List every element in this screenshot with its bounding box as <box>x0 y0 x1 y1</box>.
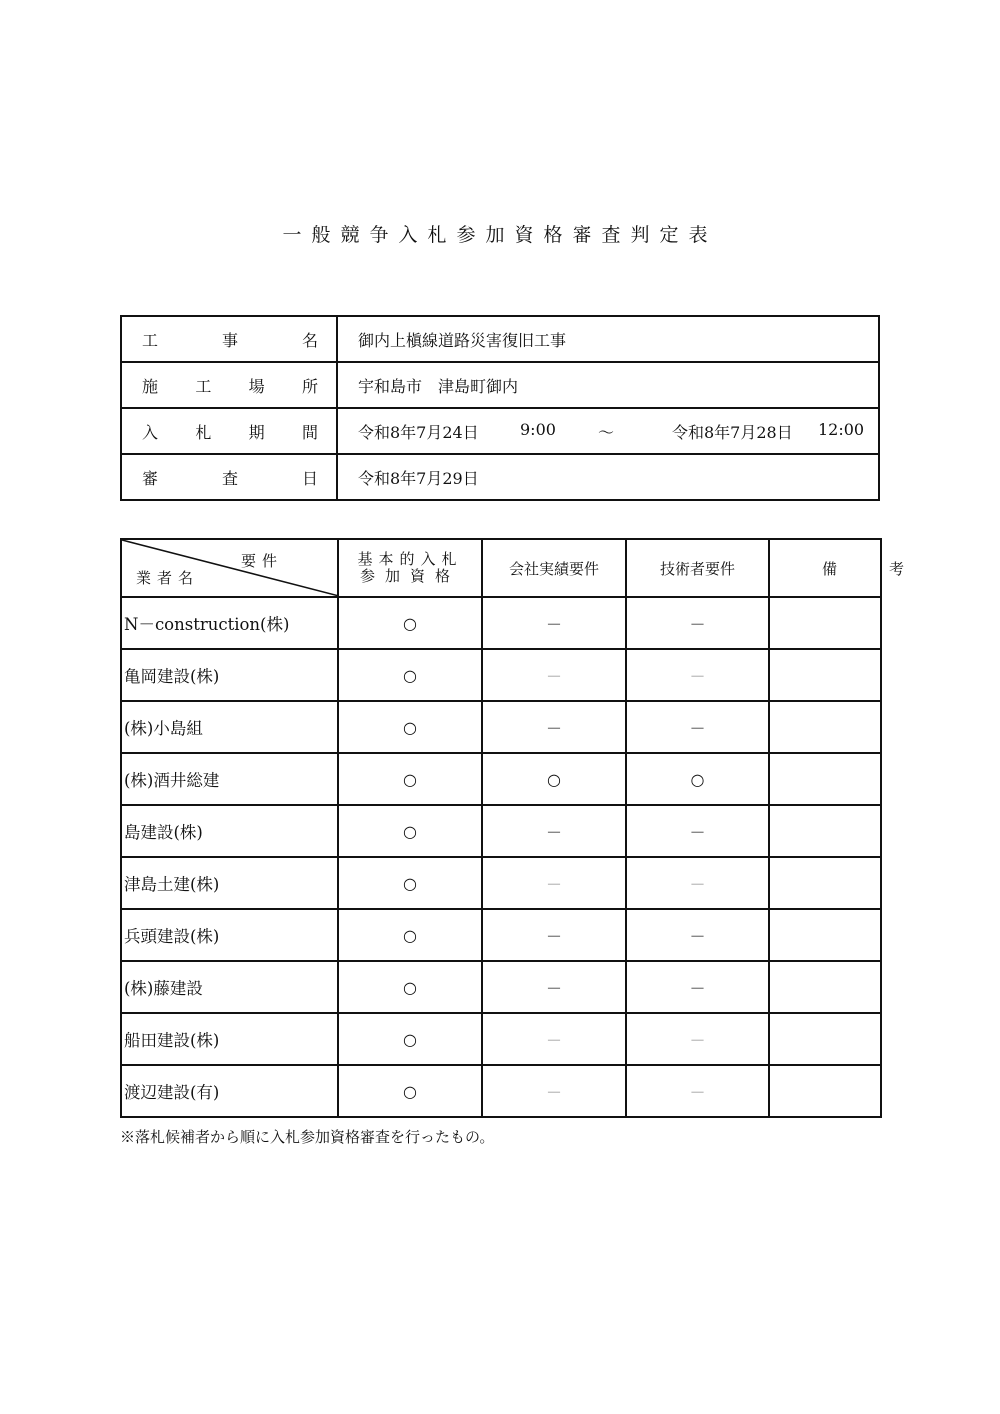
company-record-cell: － <box>482 961 626 1013</box>
company-name-cell: (株)小島組 <box>121 701 338 753</box>
review-label <box>121 454 337 500</box>
period-start-time: 9:00 <box>520 419 556 439</box>
label-char: 考 <box>889 559 905 578</box>
company-record-cell: ○ <box>482 753 626 805</box>
table-row <box>121 909 881 961</box>
basic-qualification-cell: ○ <box>338 649 482 701</box>
label-char: 期 <box>248 422 265 442</box>
period-separator: ～ <box>598 422 615 442</box>
basic-qualification-cell: ○ <box>338 1065 482 1117</box>
label-char: 工 <box>195 376 212 396</box>
header-remarks-text <box>770 558 905 579</box>
engineer-requirement-cell: － <box>626 909 769 961</box>
header-remarks <box>769 539 905 597</box>
label-char: 審 <box>142 468 159 488</box>
remarks-cell <box>769 597 881 649</box>
results-header-row <box>121 539 881 597</box>
review-label-text <box>142 466 318 489</box>
remarks-cell <box>769 909 881 961</box>
period-start-date: 令和8年7月24日 <box>358 422 479 442</box>
label-char: 間 <box>301 422 318 442</box>
label-char: 日 <box>301 468 318 488</box>
company-name-cell: 渡辺建設(有) <box>121 1065 338 1117</box>
review-date: 令和8年7月29日 <box>337 454 879 500</box>
page-title: 一般競争入札参加資格審査判定表 <box>282 224 718 246</box>
engineer-requirement-cell: － <box>626 649 769 701</box>
period-value <box>337 408 879 454</box>
label-char: 備 <box>822 559 838 578</box>
footnote: ※落札候補者から順に入札参加資格審査を行ったもの。 <box>120 1128 495 1146</box>
basic-qualification-cell: ○ <box>338 909 482 961</box>
site-row <box>121 362 879 408</box>
engineer-requirement-cell: ○ <box>626 753 769 805</box>
period-end-date: 令和8年7月28日 <box>672 422 793 442</box>
table-row <box>121 857 881 909</box>
header-company-name: 業者名 <box>136 569 200 587</box>
results-table <box>120 538 905 1118</box>
company-name-cell: 兵頭建設(株) <box>121 909 338 961</box>
label-char: 場 <box>248 376 265 396</box>
engineer-requirement-cell: － <box>626 1065 769 1117</box>
remarks-cell <box>769 1065 881 1117</box>
period-end-time: 12:00 <box>818 419 865 439</box>
site-value: 宇和島市 津島町御内 <box>337 362 879 408</box>
diagonal-header-cell <box>121 539 338 597</box>
company-record-cell: － <box>482 857 626 909</box>
company-name-cell: 津島土建(株) <box>121 857 338 909</box>
project-label <box>121 316 337 362</box>
project-name: 御内上槇線道路災害復旧工事 <box>337 316 879 362</box>
engineer-requirement-cell: － <box>626 597 769 649</box>
basic-qualification-cell: ○ <box>338 1013 482 1065</box>
remarks-cell <box>769 857 881 909</box>
header-requirement: 要件 <box>240 552 283 570</box>
review-row <box>121 454 879 500</box>
table-row <box>121 649 881 701</box>
label-char: 工 <box>142 330 159 350</box>
engineer-requirement-cell: － <box>626 701 769 753</box>
table-row <box>121 597 881 649</box>
company-record-cell: － <box>482 1013 626 1065</box>
basic-qualification-cell: ○ <box>338 701 482 753</box>
results-body <box>121 597 881 1117</box>
table-row <box>121 805 881 857</box>
basic-qualification-cell: ○ <box>338 857 482 909</box>
site-label <box>121 362 337 408</box>
table-row <box>121 961 881 1013</box>
period-label-text <box>142 420 318 443</box>
engineer-requirement-cell: － <box>626 961 769 1013</box>
label-char: 所 <box>301 376 318 396</box>
company-name-cell: N－construction(株) <box>121 597 338 649</box>
label-char: 査 <box>221 468 238 488</box>
basic-qualification-cell: ○ <box>338 961 482 1013</box>
project-info-table <box>120 315 880 501</box>
remarks-cell <box>769 1013 881 1065</box>
table-row <box>121 753 881 805</box>
company-name-cell: 亀岡建設(株) <box>121 649 338 701</box>
header-basic-qualification <box>338 539 482 597</box>
label-char: 札 <box>195 422 212 442</box>
period-row <box>121 408 879 454</box>
engineer-requirement-cell: － <box>626 805 769 857</box>
project-row <box>121 316 879 362</box>
company-record-cell: － <box>482 1065 626 1117</box>
basic-qualification-cell: ○ <box>338 597 482 649</box>
table-row <box>121 1013 881 1065</box>
header-engineer-requirement: 技術者要件 <box>626 539 769 597</box>
header-basic-line1: 基本的入札 <box>357 550 463 568</box>
company-name-cell: 島建設(株) <box>121 805 338 857</box>
company-record-cell: － <box>482 805 626 857</box>
remarks-cell <box>769 805 881 857</box>
site-label-text <box>142 374 318 397</box>
company-name-cell: (株)藤建設 <box>121 961 338 1013</box>
basic-qualification-cell: ○ <box>338 805 482 857</box>
engineer-requirement-cell: － <box>626 857 769 909</box>
company-record-cell: － <box>482 597 626 649</box>
header-company-record: 会社実績要件 <box>482 539 626 597</box>
remarks-cell <box>769 701 881 753</box>
header-basic-line2: 参加資格 <box>359 567 460 585</box>
company-name-cell: (株)酒井総建 <box>121 753 338 805</box>
period-label <box>121 408 337 454</box>
company-record-cell: － <box>482 649 626 701</box>
label-char: 名 <box>301 330 318 350</box>
remarks-cell <box>769 961 881 1013</box>
company-record-cell: － <box>482 909 626 961</box>
engineer-requirement-cell: － <box>626 1013 769 1065</box>
remarks-cell <box>769 753 881 805</box>
company-record-cell: － <box>482 701 626 753</box>
basic-qualification-cell: ○ <box>338 753 482 805</box>
remarks-cell <box>769 649 881 701</box>
table-row <box>121 1065 881 1117</box>
table-row <box>121 701 881 753</box>
label-char: 施 <box>142 376 159 396</box>
project-label-text <box>142 328 318 351</box>
label-char: 事 <box>221 330 238 350</box>
label-char: 入 <box>142 422 159 442</box>
company-name-cell: 船田建設(株) <box>121 1013 338 1065</box>
